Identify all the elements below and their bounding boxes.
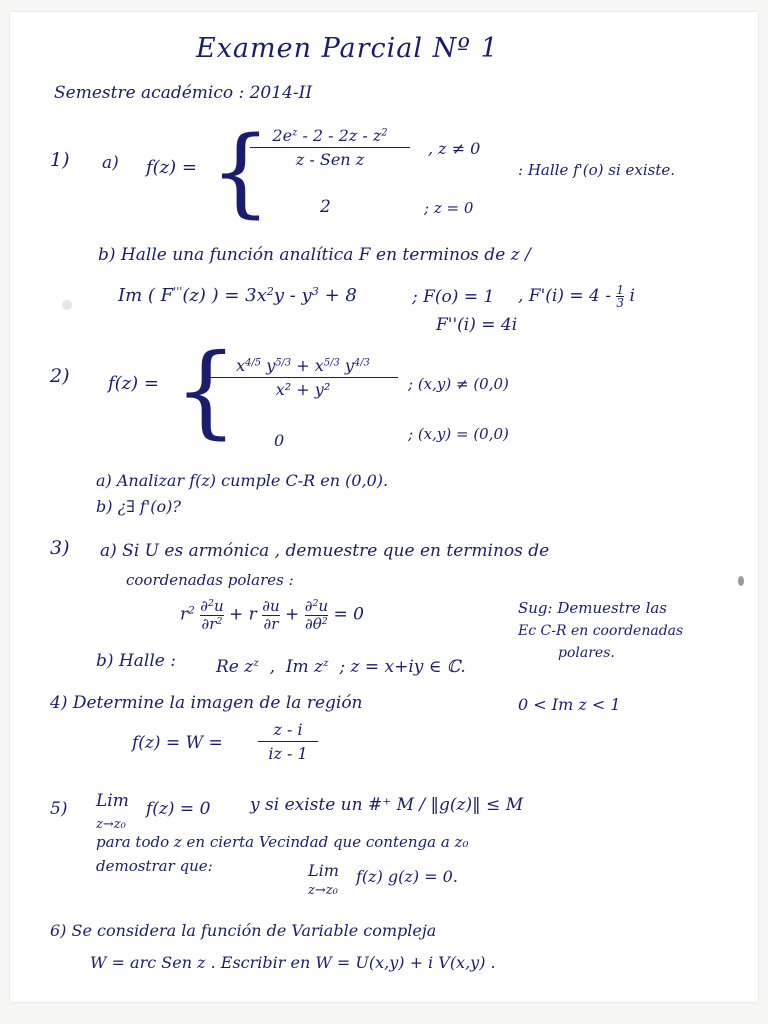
p4-numerator: z - i (273, 720, 303, 739)
p2-cond2: ; (x,y) = (0,0) (408, 425, 509, 443)
ink-smudge (738, 576, 744, 586)
p6-line1: 6) Se considera la función de Variable compleja (50, 921, 437, 940)
p1a-cond1: , z ≠ 0 (428, 139, 481, 158)
semester-line: Semestre académico : 2014-II (54, 83, 313, 103)
p5-conclusion: f(z) g(z) = 0. (356, 867, 458, 886)
p4-denominator: iz - 1 (268, 744, 308, 763)
p1a-value2: 2 (320, 197, 331, 217)
p5-line2: para todo z en cierta Vecindad que contenga a z₀ (96, 833, 469, 851)
p1a-brace: { (210, 116, 272, 228)
p2-value2: 0 (274, 431, 285, 450)
p1-number: 1) (50, 149, 70, 171)
ink-smudge (62, 300, 72, 310)
exam-sheet (10, 12, 758, 1002)
p4-lhs: f(z) = W = (132, 733, 223, 753)
p4-region: 0 < Im z < 1 (518, 695, 621, 714)
p3-part-b-expr: Re $z^z$ , Im $z^z$ ; z = x+iy ∈ ℂ. (216, 657, 466, 677)
p2-numerator: $x^{4/5}$ $y^{5/3} + x^{5/3}$ $y^{4/3}$ (236, 356, 370, 375)
p1b-cond2: , F'(i) = 4 - $\frac{1}{3}$ i (518, 283, 635, 310)
p1a-cond2: ; z = 0 (424, 199, 474, 217)
p1a-fraction (250, 126, 410, 169)
p1b-cond3: F''(i) = 4i (436, 315, 518, 335)
p1a-numerator: $2e^z - 2 - 2z - z^2$ (272, 126, 388, 145)
p4-fraction (258, 720, 318, 763)
p4-line: 4) Determine la imagen de la región (50, 693, 363, 713)
p3-part-a: a) Si U es armónica , demuestre que en terminos de (100, 541, 550, 561)
p4-fraction-bar (258, 741, 318, 742)
p5-lim: Lim (96, 791, 129, 811)
p3-number: 3) (50, 537, 70, 559)
p2-number: 2) (50, 365, 70, 387)
p1b-equation: Im ( F'''(z) ) = $3x^2y - y^3 + 8$ (118, 284, 357, 306)
p5-lim-sub: z→z₀ (96, 817, 126, 832)
p3-suggestion-line2: Ec C-R en coordenadas (518, 623, 684, 639)
p1b-cond1: ; F(o) = 1 (412, 287, 495, 307)
p3-suggestion: Sug: Demuestre las (518, 599, 668, 617)
p5-lhs: f(z) = 0 (146, 799, 211, 819)
p2-fraction (208, 356, 398, 399)
p2-lhs: f(z) = (108, 373, 159, 394)
p2-part-a: a) Analizar f(z) cumple C-R en (0,0). (96, 471, 389, 490)
p1a-ask: : Halle f'(o) si existe. (518, 161, 676, 179)
p3-suggestion-line3: polares. (558, 645, 615, 661)
p3-equation-end: = 0 (333, 604, 364, 625)
p3-part-a-line2: coordenadas polares : (126, 571, 294, 589)
p2-part-b: b) ¿∃ f'(o)? (96, 497, 181, 516)
p1a-lhs: f(z) = (146, 157, 197, 178)
p6-line2: W = arc Sen z . Escribir en W = U(x,y) + i V(x,y) . (90, 953, 496, 972)
p2-cond1: ; (x,y) ≠ (0,0) (408, 375, 509, 393)
p5-concl-lim: Lim (308, 861, 339, 880)
p2-fraction-bar (208, 377, 398, 378)
p3-part-b-label: b) Halle : (96, 651, 176, 671)
p5-concl-sub: z→z₀ (308, 883, 338, 898)
p1a-label: a) (102, 153, 119, 173)
p2-brace: { (174, 332, 238, 449)
p1a-denominator: z - Sen z (295, 150, 365, 169)
p1a-fraction-bar (250, 147, 410, 148)
p5-number: 5) (50, 799, 68, 819)
p3-polar-equation: $r^2$ $\frac{\partial^2u}{\partial r^2}$ + r $\frac{\partial u}{\partial r}$ + $\frac{\partial^2u}{\partial\theta^2}$ = 0 (180, 597, 364, 633)
p2-denominator: x² + y² (275, 380, 331, 399)
p5-condition: y si existe un #⁺ M / ‖g(z)‖ ≤ M (250, 795, 524, 815)
exam-title: Examen Parcial Nº 1 (196, 33, 499, 64)
p1b-line1: b) Halle una función analítica F en terminos de z / (98, 245, 531, 265)
p5-line3: demostrar que: (96, 857, 213, 875)
